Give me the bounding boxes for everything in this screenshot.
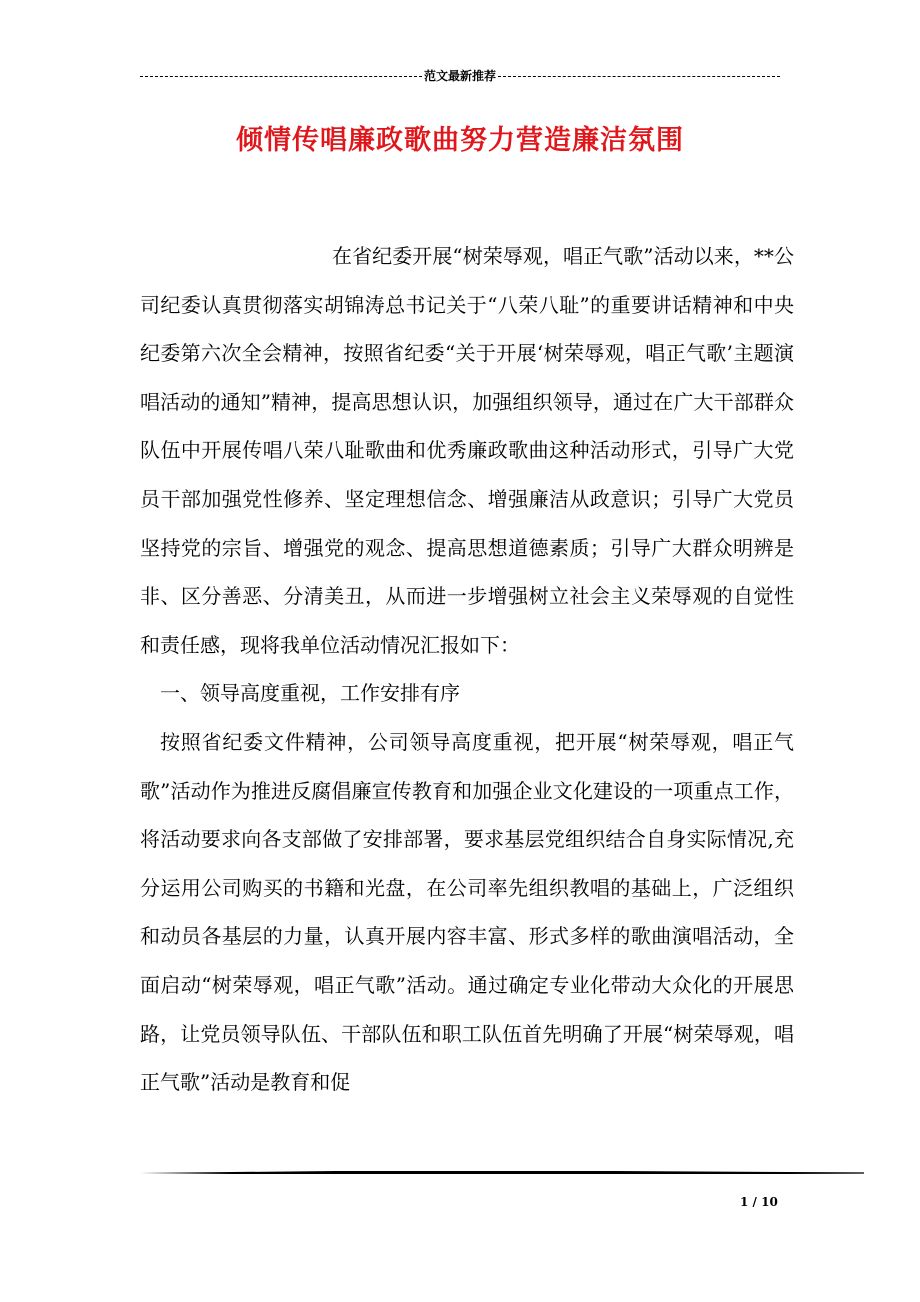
- page-header: [140, 66, 780, 86]
- document-title: 倾情传唱廉政歌曲努力营造廉洁氛围: [236, 125, 684, 156]
- header-dash-right: [498, 76, 780, 77]
- footer-divider: [140, 1170, 864, 1176]
- document-body: [140, 232, 794, 1107]
- page-number: 1 / 10: [740, 1195, 778, 1209]
- section-heading: 一、领导高度重视，工作安排有序: [160, 681, 460, 706]
- paragraph-section-one: 按照省纪委文件精神，公司领导高度重视，把开展“树荣辱观，唱正气歌”活动作为推进反腐倡廉宣传教育和加强企业文化建设的一项重点工作，将活动要求向各支部做了安排部署，要求基层党组织结合自身实际情况,充分运用公司购买的书籍和光盘，在公司率先组织教唱的基础上，广泛组织和动员各基层的力量，认真开展内容丰富、形式多样的歌曲演唱活动，全面启动“树荣辱观，唱正气歌”活动。通过确定专业化带动大众化的开展思路，让党员领导队伍、干部队伍和职工队伍首先明确了开展“树荣辱观，唱正气歌”活动是教育和促: [140, 729, 794, 1095]
- paragraph-intro: 在省纪委开展“树荣辱观，唱正气歌”活动以来，**公司纪委认真贯彻落实胡锦涛总书记关于“八荣八耻”的重要讲话精神和中央纪委第六次全会精神，按照省纪委“关于开展‘树荣辱观，唱正气歌’主题演唱活动的通知”精神，提高思想认识，加强组织领导，通过在广大干部群众队伍中开展传唱八荣八耻歌曲和优秀廉政歌曲这种活动形式，引导广大党员干部加强党性修养、坚定理想信念、增强廉洁从政意识；引导广大党员坚持党的宗旨、增强党的观念、提高思想道德素质；引导广大群众明辨是非、区分善恶、分清美丑，从而进一步增强树立社会主义荣辱观的自觉性和责任感，现将我单位活动情况汇报如下：: [140, 244, 794, 657]
- header-label: 范文最新推荐: [424, 69, 497, 83]
- header-dash-left: [140, 76, 422, 77]
